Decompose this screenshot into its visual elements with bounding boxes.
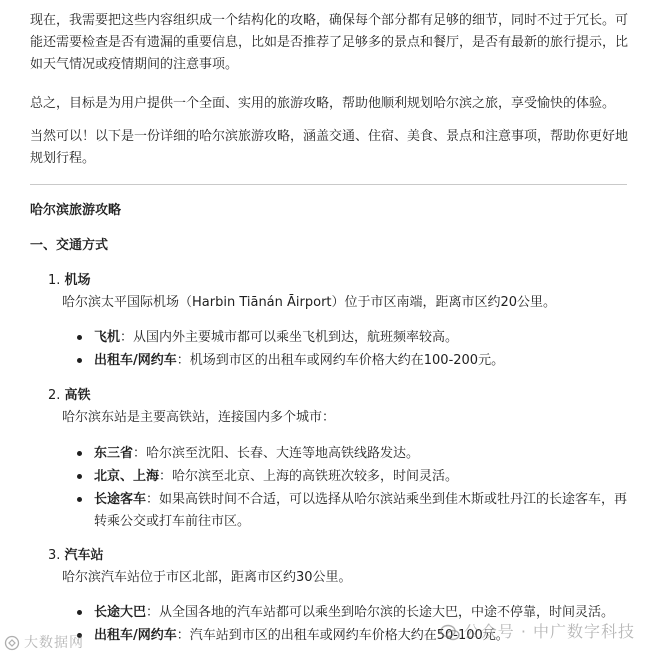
list-item-title: 高铁 xyxy=(64,388,91,403)
watermark-left xyxy=(4,632,84,652)
list-item-heading xyxy=(48,270,91,292)
list-item-title: 汽车站 xyxy=(64,548,104,563)
horizontal-divider xyxy=(30,184,627,185)
section-heading-transport: 一、交通方式 xyxy=(30,238,109,253)
list-number: 3. xyxy=(48,548,61,563)
list-item-title: 机场 xyxy=(64,273,91,288)
watermark-right-text: 公众号 · 中广数字科技 xyxy=(463,622,635,641)
list-number: 2. xyxy=(48,388,61,403)
bullet-text: ：如果高铁时间不合适，可以选择从哈尔滨站乘坐到佳木斯或牡丹江的长途客车，再转乘公交或打车前往市区。 xyxy=(94,492,628,529)
wechat-icon xyxy=(440,624,460,642)
list-number: 1. xyxy=(48,273,61,288)
bullet-dot-icon xyxy=(77,451,82,456)
bullet-dot-icon xyxy=(77,474,82,479)
bullet-item xyxy=(62,443,631,465)
bullet-label: 东三省 xyxy=(94,446,134,461)
bullet-text: ：从国内外主要城市都可以乘坐飞机到达，航班频率较高。 xyxy=(120,330,459,345)
bullet-label: 北京、上海 xyxy=(94,469,160,484)
bullet-text: ：哈尔滨至北京、上海的高铁班次较多，时间灵活。 xyxy=(159,469,459,484)
logo-icon xyxy=(4,635,20,651)
bullet-list xyxy=(62,443,631,534)
watermark-right xyxy=(440,619,635,642)
list-item-description: 哈尔滨东站是主要高铁站，连接国内多个城市： xyxy=(62,410,336,425)
bullet-text: ：机场到市区的出租车或网约车价格大约在100-200元。 xyxy=(176,353,505,368)
intro-paragraph-2: 总之，目标是为用户提供一个全面、实用的旅游攻略，帮助他顺利规划哈尔滨之旅，享受愉快的体验。 xyxy=(30,96,616,111)
bullet-dot-icon xyxy=(77,610,82,615)
bullet-list xyxy=(62,327,631,373)
intro-paragraph-1: 现在，我需要把这些内容组织成一个结构化的攻略，确保每个部分都有足够的细节，同时不过于冗长。可能还需要检查是否有遗漏的重要信息，比如是否推荐了足够多的景点和餐厅，是否有最新的旅行提示，比如天气情况或疫情期间的注意事项。 xyxy=(30,13,629,72)
bullet-item xyxy=(62,350,631,372)
bullet-label: 出租车/网约车 xyxy=(94,628,177,643)
guide-title: 哈尔滨旅游攻略 xyxy=(30,203,122,218)
bullet-text: ：哈尔滨至沈阳、长春、大连等地高铁线路发达。 xyxy=(133,446,420,461)
bullet-label: 飞机 xyxy=(94,330,121,345)
bullet-text: ：汽车站到市区的出租车或网约车价格大约在50-100元。 xyxy=(176,628,509,643)
bullet-label: 长途大巴 xyxy=(94,605,147,620)
watermark-left-text: 大数据网 xyxy=(24,635,84,651)
bullet-label: 长途客车 xyxy=(94,492,147,507)
bullet-dot-icon xyxy=(77,497,82,502)
intro-paragraph-3: 当然可以！以下是一份详细的哈尔滨旅游攻略，涵盖交通、住宿、美食、景点和注意事项，帮助你更好地规划行程。 xyxy=(30,129,629,166)
bullet-text: ：从全国各地的汽车站都可以乘坐到哈尔滨的长途大巴，中途不停靠，时间灵活。 xyxy=(146,605,615,620)
bullet-label: 出租车/网约车 xyxy=(94,353,177,368)
bullet-item xyxy=(62,327,631,349)
bullet-item xyxy=(62,489,631,533)
list-item-heading xyxy=(48,385,91,407)
bullet-item xyxy=(62,466,631,488)
bullet-dot-icon xyxy=(77,358,82,363)
list-item-heading xyxy=(48,545,104,567)
list-item-description: 哈尔滨太平国际机场（Harbin Tiānán Āirport）位于市区南端，距离市区约20公里。 xyxy=(62,295,557,310)
list-item-description: 哈尔滨汽车站位于市区北部，距离市区约30公里。 xyxy=(62,570,352,585)
bullet-dot-icon xyxy=(77,335,82,340)
